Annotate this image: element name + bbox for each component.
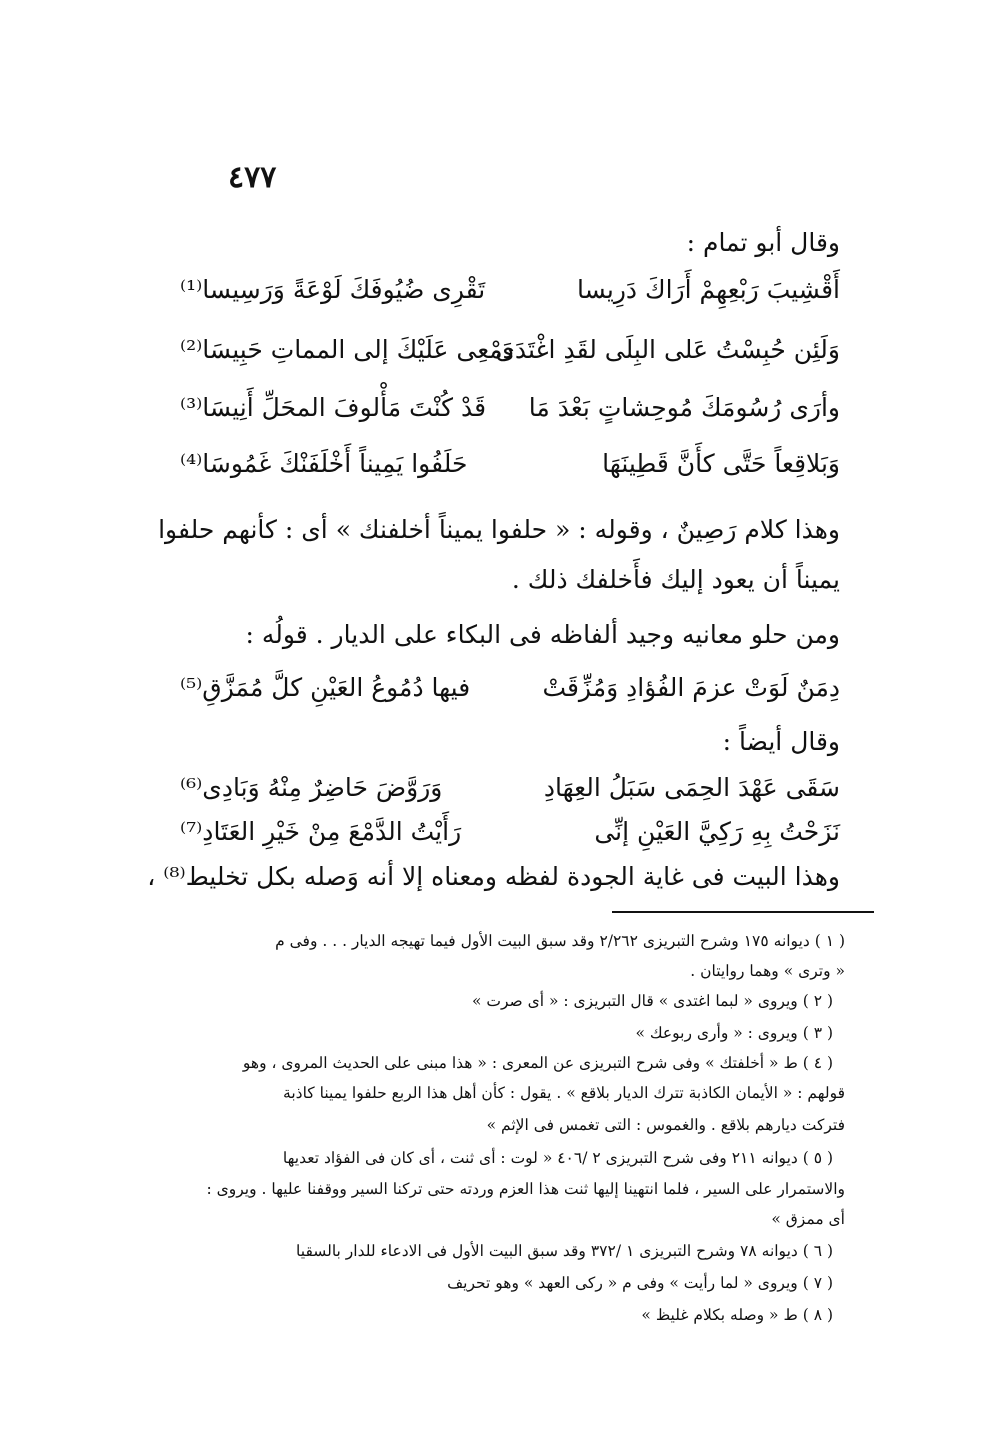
footnote-line: ( ٨ ) ط « وصله بكلام غليظ » bbox=[641, 1306, 833, 1324]
verse-second-hemistich: فيها دُمُوعُ العَيْنِ كلَّ مُمَزَّقِ⁽⁵⁾ bbox=[180, 673, 471, 702]
footnote-line: ( ٣ ) ويروى : « وأرى ربوعك » bbox=[635, 1024, 833, 1042]
page-number: ٤٧٧ bbox=[228, 160, 277, 195]
closing-line: وهذا البيت فى غاية الجودة لفظه ومعناه إلا أنه وَصله بكل تخليط⁽⁸⁾ ، bbox=[147, 862, 840, 891]
footnote-line: أى ممزق » bbox=[771, 1210, 845, 1228]
footnote-line: فتركت ديارهم بلاقع . والغموس : التى تغمس فى الإثم » bbox=[486, 1116, 845, 1134]
verse-line bbox=[180, 388, 840, 428]
intro-line: وقال أبو تمام : bbox=[686, 228, 840, 257]
footnote-line: ( ١ ) ديوانه ١٧٥ وشرح التبريزى ٢/٢٦٢ وقد سبق البيت الأول فيما تهيجه الديار . . . وفى م bbox=[275, 932, 845, 950]
verse-line bbox=[180, 668, 840, 708]
verse-line bbox=[180, 768, 840, 808]
commentary-line: يميناً أن يعود إليك فأَخلفك ذلك . bbox=[511, 565, 840, 594]
verse-second-hemistich: وَرَوَّضَ حَاضِرٌ مِنْهُ وَبَادِى⁽⁶⁾ bbox=[180, 773, 443, 802]
verse-first-hemistich: وأرَى رُسُومَكَ مُوحِشاتٍ بَعْدَ مَا bbox=[528, 393, 840, 422]
verse-first-hemistich: دِمَنٌ لَوَتْ عزمَ الفُؤادِ وَمُزِّقَتْ bbox=[542, 673, 840, 702]
commentary-line: وهذا كلام رَصِينٌ ، وقوله : « حلفوا يميناً أخلفنك » أى : كأنهم حلفوا bbox=[158, 515, 840, 544]
verse-first-hemistich: وَبَلاقِعاً حَتَّى كأَنَّ قَطِينَهَا bbox=[602, 449, 840, 478]
verse-second-hemistich: حَلَفُوا يَمِيناً أَخْلَفَنْكَ غَمُوسَا⁽⁴⁾ bbox=[180, 449, 468, 478]
verse-line bbox=[180, 444, 840, 484]
footnote-line: ( ٦ ) ديوانه ٧٨ وشرح التبريزى ١ /٣٧٢ وقد سبق البيت الأول فى الادعاء للدار بالسقيا bbox=[296, 1242, 833, 1260]
footnote-line: ( ٥ ) ديوانه ٢١١ وفى شرح التبريزى ٢ /٤٠٦ « لوت : أى ثنت ، أى كان فى الفؤاد تعديها bbox=[282, 1149, 833, 1167]
verse-line bbox=[180, 270, 840, 310]
verse-second-hemistich: رَأَيْتُ الدَّمْعَ مِنْ خَيْرِ العَتَادِ⁽⁷⁾ bbox=[180, 817, 462, 846]
footnote-divider bbox=[612, 911, 874, 913]
footnote-line: « وترى » وهما روايتان . bbox=[690, 962, 845, 980]
verse-second-hemistich: قَدْ كُنْتَ مَأْلوفَ المحَلِّ أَنِيسَا⁽³⁾ bbox=[180, 393, 487, 422]
verse-first-hemistich: أَقْشِيبَ رَبْعِهِمْ أَرَاكَ دَرِيسا bbox=[576, 275, 840, 304]
verse-line bbox=[180, 812, 840, 852]
footnote-line: ( ٧ ) ويروى « لما رأيت » وفى م « ركى العهد » وهو تحريف bbox=[447, 1274, 833, 1292]
verse-second-hemistich: دَمْعِى عَلَيْكَ إلى المماتِ حَبِيسَا⁽²⁾ bbox=[180, 335, 514, 364]
verse-first-hemistich: نَزَحْتُ بِهِ رَكِيَّ العَيْنِ إنِّى bbox=[594, 817, 840, 846]
intro-line: وقال أيضاً : bbox=[722, 727, 840, 756]
footnote-line: ( ٤ ) ط « أخلفتك » وفى شرح التبريزى عن المعرى : « هذا مبنى على الحديث المروى ، وهو bbox=[242, 1054, 833, 1072]
footnote-line: والاستمرار على السير ، فلما انتهينا إليها ثنت هذا العزم وردته حتى تركنا السير ووقفنا عليها . ويروى : bbox=[206, 1180, 845, 1198]
intro-line: ومن حلو معانيه وجيد ألفاظه فى البكاء على الديار . قولُه : bbox=[245, 620, 840, 649]
verse-first-hemistich: سَقَى عَهْدَ الحِمَى سَبَلُ العِهَادِ bbox=[543, 773, 840, 802]
verse-line bbox=[180, 330, 840, 370]
footnote-line: قولهم : « الأيمان الكاذبة تترك الديار بلاقع » . يقول : كأن أهل هذا الربع حلفوا يمينا كاذبة bbox=[283, 1084, 845, 1102]
footnote-line: ( ٢ ) ويروى « لبما اغتدى » قال التبريزى : « أى صرت » bbox=[471, 992, 833, 1010]
verse-first-hemistich: وَلَئِن حُبِسْتُ عَلى البِلَى لقَدِ اغْتَدَى bbox=[495, 335, 840, 364]
verse-second-hemistich: تَقْرِى ضُيُوفَكَ لَوْعَةً وَرَسِيسا⁽¹⁾ bbox=[180, 275, 486, 304]
